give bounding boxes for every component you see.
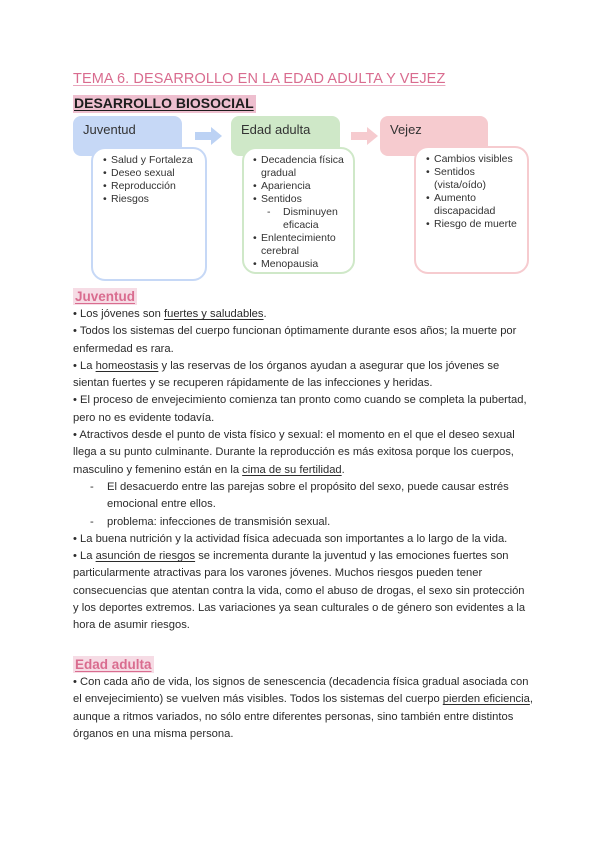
underlined-term: pierden eficiencia [442,693,530,706]
stage-youth-item: • Deseo sexual [103,167,197,180]
stage-adult-item: • Apariencia [253,180,349,193]
stage-adult-subitem: - Disminuyen eficacia [253,206,349,232]
underlined-term: cima de su fertilidad [242,463,342,476]
document-subtitle: DESARROLLO BIOSOCIAL [74,95,254,111]
paragraph: • La homeostasis y las reservas de los órganos ayudan a asegurar que los jóvenes se sientan fuertes y se recuperen rápidamente de las infecciones y heridas. [73,359,500,390]
stage-adult-label: Edad adulta [241,122,311,137]
arrow-right-icon [195,127,223,145]
stage-adult-item: • Menopausia [253,258,349,271]
stage-adult-item: • Decadencia física gradual [253,154,349,180]
paragraph: • Todos los sistemas del cuerpo funcionan óptimamente durante esos años; la muerte por enfermedad es rara. [73,325,517,355]
stage-old-label: Vejez [390,122,422,137]
stage-adult-item: • Enlentecimiento cerebral [253,232,349,258]
stage-old-item: • Cambios visibles [426,153,519,166]
stage-youth-item: • Reproducción [103,180,197,193]
section-body-edad-adulta [73,674,533,743]
underlined-term: asunción de riesgos [95,550,196,563]
paragraph: • Atractivos desde el punto de vista físico y sexual: el momento en el que el deseo sexual llega a su punto culminante. Durante la reproducción es más exitosa porque los cuerpos, masculino y femenino están en la cima de su fertilidad. [73,429,515,476]
stage-youth-item: • Riesgos [103,193,197,206]
document-title: TEMA 6. DESARROLLO EN LA EDAD ADULTA Y VEJEZ [73,71,446,87]
stage-youth-label: Juventud [83,122,136,137]
paragraph: • El proceso de envejecimiento comienza tan pronto como cuando se completa la pubertad, pero no es evidente todavía. [73,394,527,424]
dash-item: - El desacuerdo entre las parejas sobre el propósito del sexo, puede causar estrés emocional entre ellos. [73,479,533,514]
paragraph: • Los jóvenes son fuertes y saludables. [73,308,267,320]
paragraph: • La buena nutrición y la actividad física adecuada son importantes a lo largo de la vida. [73,532,508,545]
section-heading-edad-adulta: Edad adulta [75,657,152,672]
stage-adult-box [242,147,355,274]
section-body-juventud [73,306,533,635]
stage-old-box [414,146,529,274]
stage-youth-box [91,147,207,281]
stage-old-item: • Aumento discapacidad [426,192,519,218]
underlined-term: homeostasis [95,359,159,372]
stage-adult-item: • Sentidos [253,193,349,206]
underlined-term: fuertes y saludables [164,308,264,320]
stage-youth-item: • Salud y Fortaleza [103,154,197,167]
arrow-right-icon [351,127,379,145]
paragraph: • Con cada año de vida, los signos de senescencia (decadencia física gradual asociada con el envejecimiento) se vuelven más visibles. Todos los sistemas del cuerpo pierden eficiencia, aunque a ritmos variados, no sólo entre diferentes personas, sino también entre distintos órganos en una misma persona. [73,676,533,740]
stage-old-item: • Sentidos (vista/oído) [426,166,519,192]
section-heading-juventud: Juventud [75,289,136,304]
stage-old-item: • Riesgo de muerte [426,218,519,231]
paragraph: • La asunción de riesgos se incrementa durante la juventud y las emociones fuertes son particularmente atractivas para los varones jóvenes. Muchos riesgos pueden tener consecuencias que atentan contra la vida, como el abuso de drogas, el sexo sin protección y los deportes extremos. Las variaciones ya sean culturales o de género son evidentes a la hora de asumir riesgos. [73,550,526,632]
dash-item: - problema: infecciones de transmisión sexual. [73,514,533,531]
